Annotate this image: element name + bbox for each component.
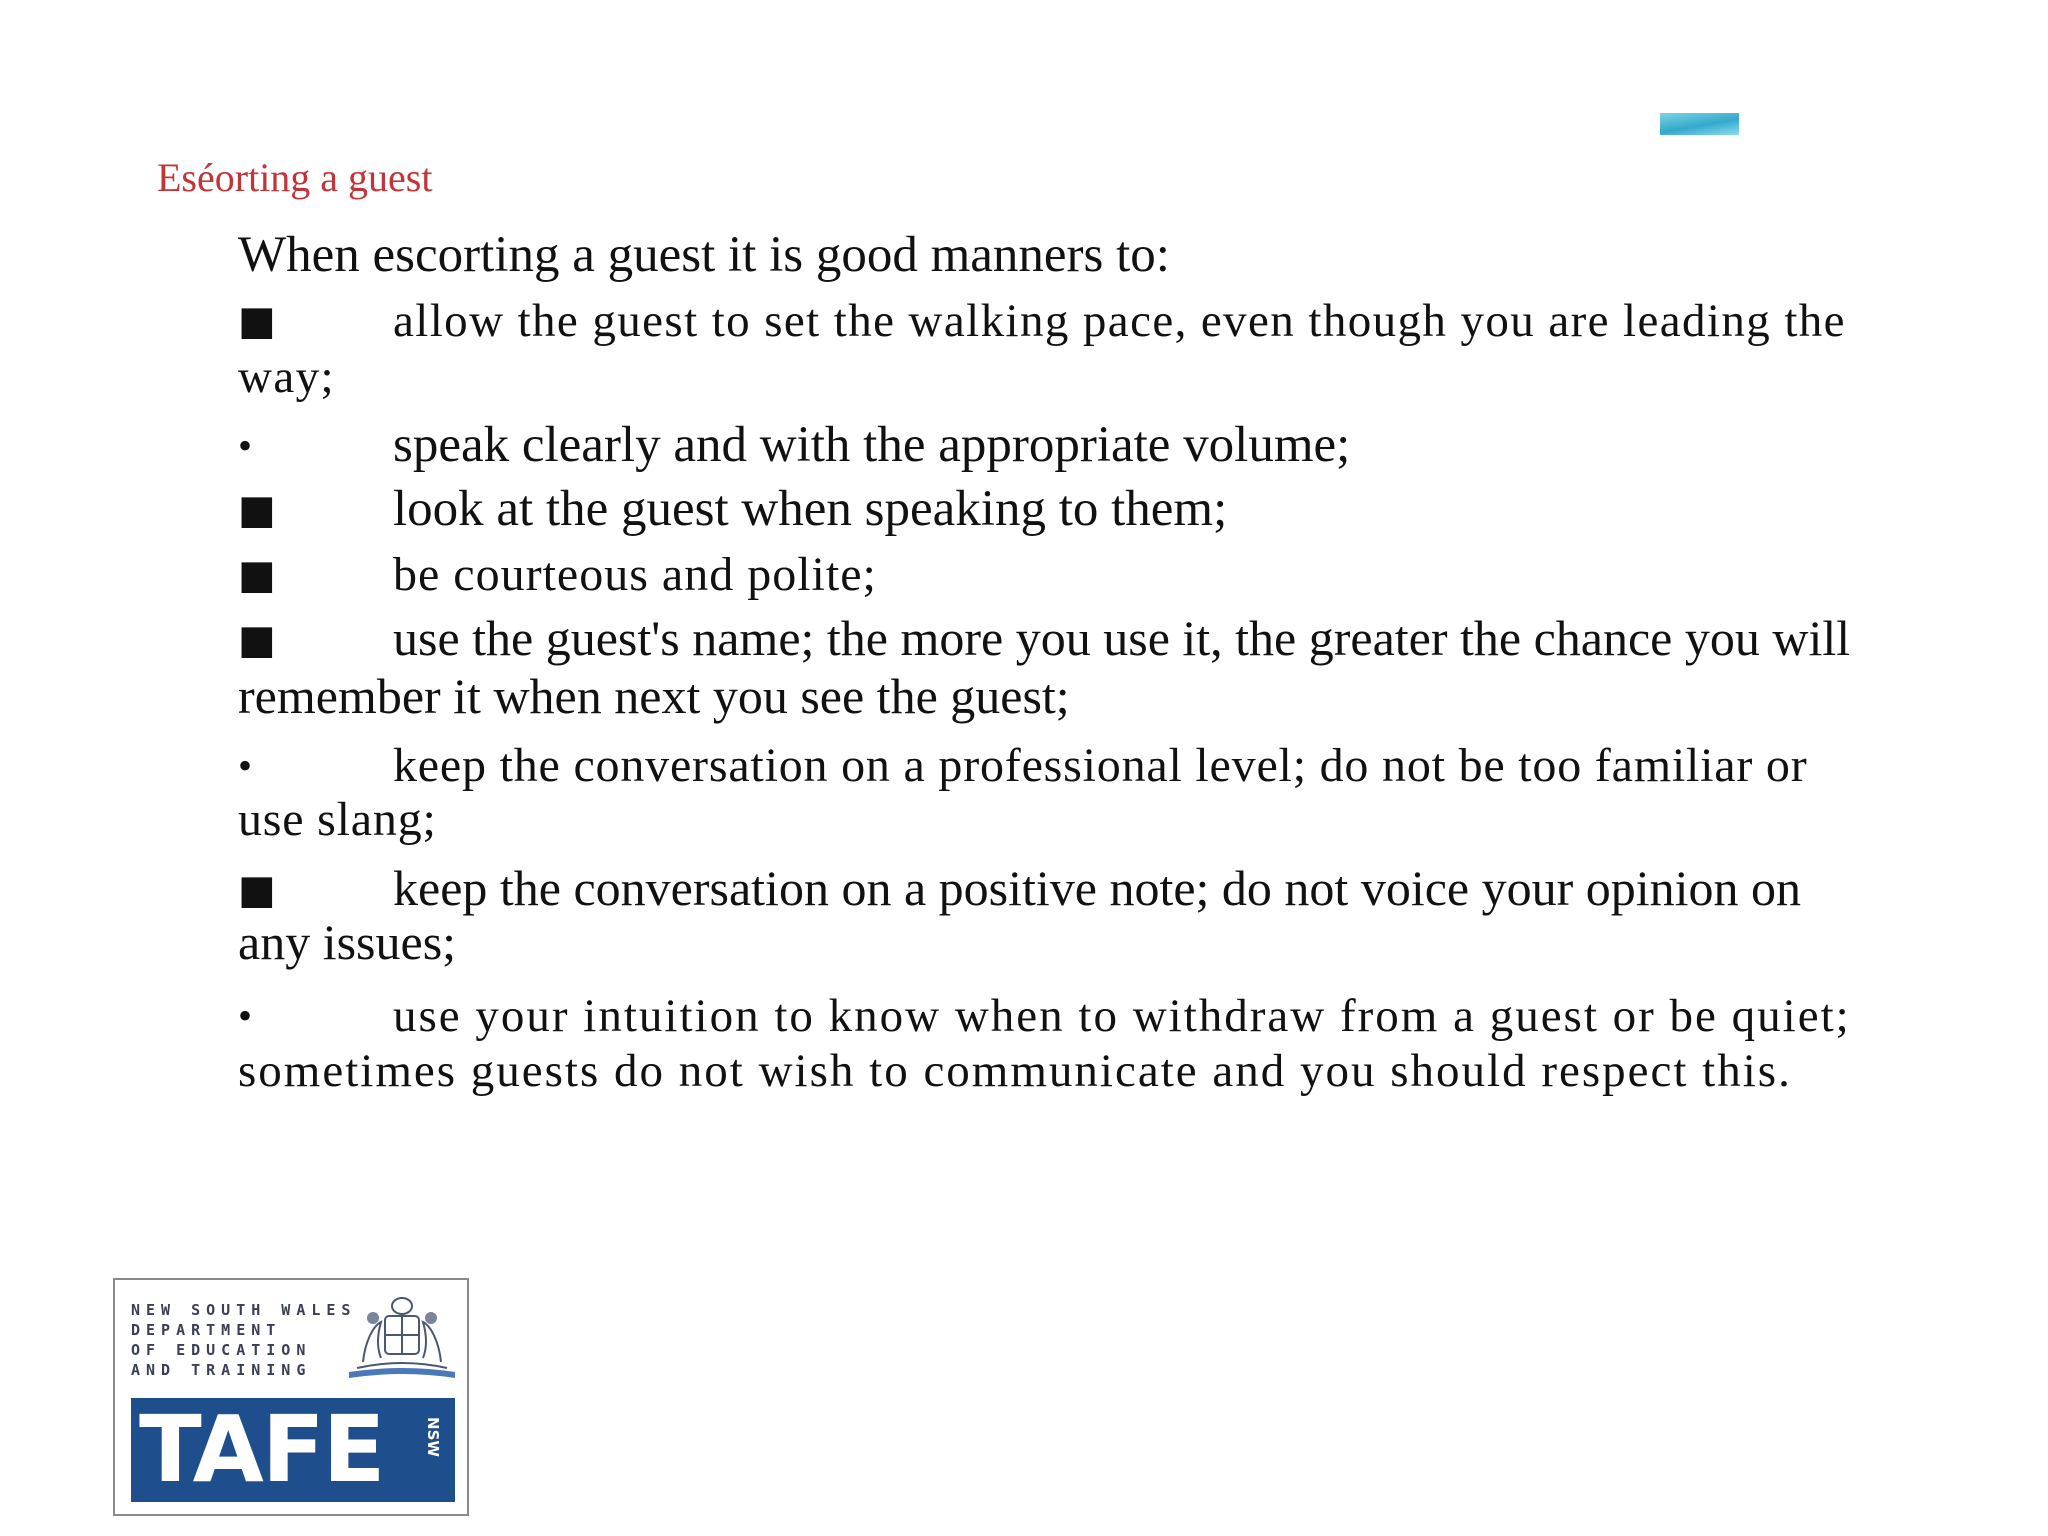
list-item-text: keep the conversation on a professional level; do not be too familiar or use slang;	[238, 739, 1808, 846]
slide-title: Eséorting a guest	[157, 155, 433, 200]
intro-text: When escorting a guest it is good manners to:	[238, 227, 1170, 283]
list-item-text: keep the conversation on a positive note; do not voice your opinion on any issues;	[238, 860, 1802, 970]
tafe-wordmark-band	[131, 1398, 455, 1502]
square-bullet-icon: ■	[238, 298, 278, 344]
round-bullet-icon: •	[238, 423, 253, 468]
list-item-text: allow the guest to set the walking pace, even though you are leading the way;	[238, 295, 1846, 403]
list-item	[238, 547, 1878, 603]
department-line: NEW SOUTH WALES	[131, 1301, 357, 1319]
list-item	[238, 739, 1878, 847]
department-line: AND TRAINING	[131, 1361, 312, 1379]
list-item	[238, 479, 1878, 539]
square-bullet-icon: ■	[238, 487, 276, 533]
round-bullet-icon: •	[238, 993, 255, 1038]
square-bullet-icon: ■	[238, 867, 276, 913]
tafe-wordmark: TAFE	[139, 1396, 384, 1503]
round-bullet-icon: •	[238, 743, 253, 788]
accent-bar	[1660, 113, 1739, 135]
square-bullet-icon: ■	[238, 617, 276, 663]
nsw-coat-of-arms-icon	[343, 1292, 461, 1380]
department-name	[131, 1300, 356, 1380]
department-line: OF EDUCATION	[131, 1341, 312, 1359]
list-item-text: use your intuition to know when to withdraw from a guest or be quiet; sometimes guests do not wish to communicate and you should respect this.	[238, 990, 1851, 1097]
list-item-text: be courteous and polite;	[393, 548, 877, 601]
department-line: DEPARTMENT	[131, 1321, 282, 1339]
nsw-wordmark: NSW	[424, 1417, 443, 1457]
list-item	[238, 861, 1878, 969]
square-bullet-icon: ■	[238, 552, 277, 598]
list-item	[238, 609, 1878, 725]
slide-body	[238, 225, 1878, 1099]
list-item-text: use the guest's name; the more you use it, the greater the chance you will remember it when next you see the guest;	[238, 610, 1851, 724]
list-item-text: look at the guest when speaking to them;	[393, 481, 1228, 537]
tafe-nsw-logo	[113, 1278, 469, 1516]
list-item	[238, 989, 1878, 1099]
list-item	[238, 293, 1878, 405]
list-item-text: speak clearly and with the appropriate volume;	[393, 417, 1351, 473]
list-item	[238, 415, 1878, 475]
